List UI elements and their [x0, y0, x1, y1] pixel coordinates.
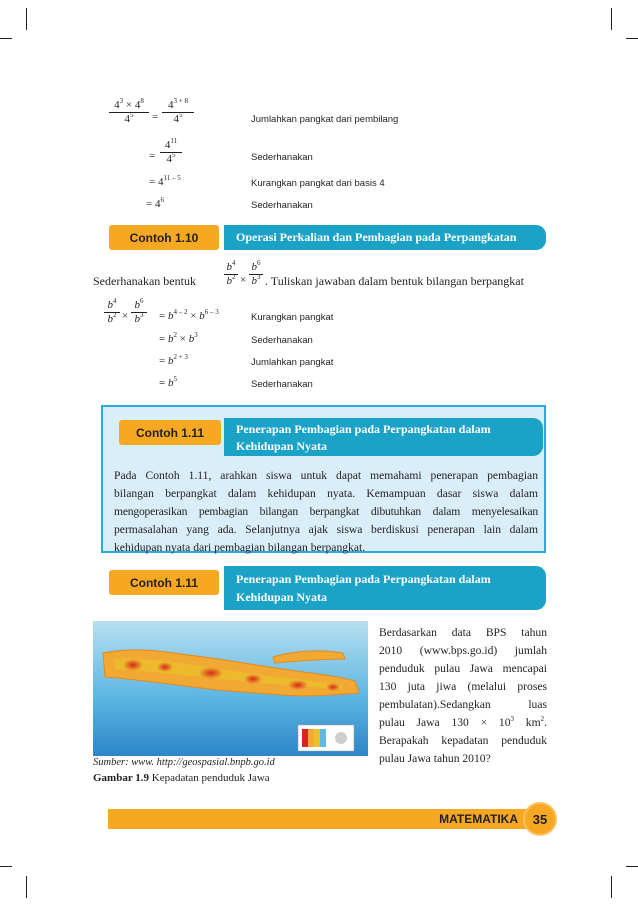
- solution-step3: = $b^{2 + 3}$: [159, 353, 188, 367]
- solution-step1-note: Kurangkan pangkat: [251, 312, 334, 323]
- footer-subject: MATEMATIKA: [439, 812, 518, 826]
- step1-fraction: $4^{3 + 8}$ $4^5$: [162, 100, 194, 125]
- example-label: Contoh 1.10: [109, 225, 219, 250]
- crop-mark: [0, 38, 12, 39]
- solution-step4: = $b^5$: [159, 375, 177, 389]
- crop-mark: [0, 866, 12, 867]
- example-1-10-question: [93, 259, 553, 302]
- crop-mark: [26, 876, 27, 898]
- step1-note: Jumlahkan pangkat dari pembilang: [251, 114, 399, 125]
- lhs-fraction: $4^3 \times 4^8$ $4^5$: [109, 100, 149, 125]
- question-fraction-1: $b^4$ $b^2$: [224, 262, 238, 287]
- crop-mark: [611, 876, 612, 898]
- question-fraction-2: $b^6$ $b^3$: [249, 262, 263, 287]
- map-image: [93, 621, 368, 756]
- equals-sign: =: [149, 150, 156, 162]
- teacher-note-label: Contoh 1.11: [119, 420, 221, 445]
- crop-mark: [26, 8, 27, 30]
- solution-fraction-2: $b^6$ $b^3$: [131, 300, 147, 325]
- step2-note: Sederhanakan: [251, 152, 313, 163]
- step3-expression: = 4$^{11 - 5}$: [149, 174, 181, 188]
- java-population-density-map: [93, 621, 368, 756]
- equals-sign: =: [152, 111, 159, 123]
- example-title: Penerapan Pembagian pada Perpangkatan dalam Kehidupan Nyata: [224, 566, 546, 610]
- solution-step3-note: Jumlahkan pangkat: [251, 357, 334, 368]
- solution-step1: = $b^{4 - 2} \times b^{6 - 3}$: [159, 308, 219, 322]
- crop-mark: [611, 8, 612, 30]
- step3-note: Kurangkan pangkat dari basis 4: [251, 178, 385, 189]
- page-number: 35: [523, 802, 557, 836]
- example-label: Contoh 1.11: [109, 570, 219, 595]
- figure-caption: Gambar 1.9 Kepadatan penduduk Jawa: [93, 772, 270, 784]
- solution-step2-note: Sederhanakan: [251, 335, 313, 346]
- solution-step4-note: Sederhanakan: [251, 379, 313, 390]
- step4-expression: = $4^6$: [146, 196, 164, 210]
- solution-step2: = $b^2 \times b^3$: [159, 331, 198, 345]
- crop-mark: [626, 866, 638, 867]
- teacher-note-paragraph: Pada Contoh 1.11, arahkan siswa untuk dapat memahami penerapan pembagian bilangan berpangkat dalam kehidupan nyata. Kemampuan dasar siswa dalam mengoperasikan pembagian bilangan berpangkat dibutuhkan dalam menyelesaikan permasalahan yang ada. Selanjutnya ajak siswa berdiskusi penerapan lain dalam kehidupan nyata dari pembagian bilangan berpangkat.: [114, 469, 538, 554]
- teacher-note-title: Penerapan Pembagian pada Perpangkatan dalam Kehidupan Nyata: [224, 418, 543, 456]
- question-tail: . Tuliskan jawaban dalam bentuk bilangan berpangkat: [265, 274, 524, 288]
- times-sign: ×: [240, 274, 247, 286]
- question-intro: Sederhanakan bentuk: [93, 274, 196, 288]
- area-line: pulau Jawa $130 \times 10^3$ $km^2$.: [379, 715, 547, 729]
- crop-mark: [626, 38, 638, 39]
- step4-note: Sederhanakan: [251, 200, 313, 211]
- map-source: Sumber: www. http://geospasial.bnpb.go.id: [93, 757, 275, 768]
- step2-fraction: $4^{11}$ $4^5$: [160, 140, 182, 165]
- solution-fraction-1: $b^4$ $b^2$: [104, 300, 120, 325]
- example-title: Operasi Perkalian dan Pembagian pada Perpangkatan: [224, 225, 546, 250]
- times-sign: ×: [122, 310, 129, 322]
- example-1-11-problem: Berdasarkan data BPS tahun 2010 (www.bps.go.id) jumlah penduduk pulau Jawa mencapai 130 juta jiwa (melalui proses pembulatan).Sedangkan luas pulau Jawa $130 \times 10^3$ $km^2$. Berapakah kepadatan penduduk pulau Jawa tahun 2010?: [379, 626, 547, 765]
